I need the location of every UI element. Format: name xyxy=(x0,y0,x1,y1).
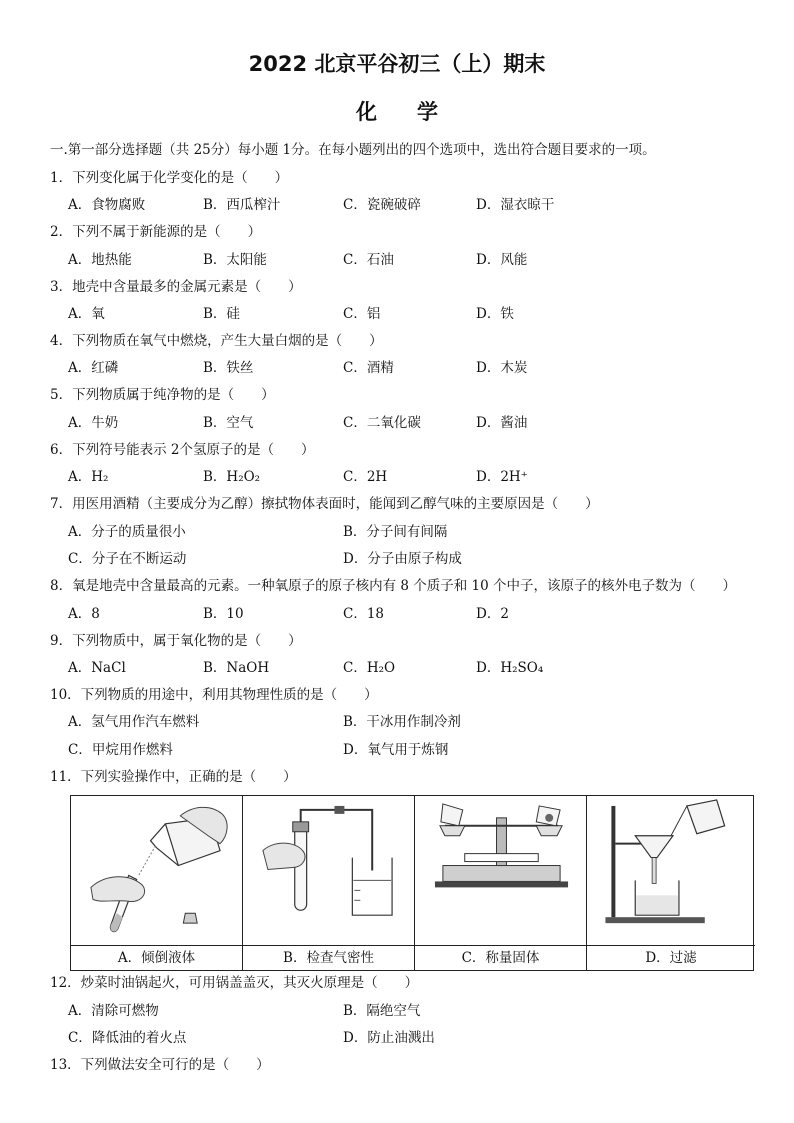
option-a: A．NaCl xyxy=(68,660,126,676)
option-a: A．氧 xyxy=(68,306,105,322)
option-a: A．红磷 xyxy=(68,360,119,376)
option-a: A．H₂ xyxy=(68,469,109,485)
option-d: D．湿衣晾干 xyxy=(476,197,555,213)
option-b: B．干冰用作制冷剂 xyxy=(343,714,461,730)
figure-caption: C．称量固体 xyxy=(415,945,586,970)
option-a: A．地热能 xyxy=(68,252,132,268)
question-stem: 1．下列变化属于化学变化的是（ ） xyxy=(50,170,289,186)
question-stem: 8．氧是地壳中含量最高的元素。一种氧原子的原子核内有 8 个质子和 10 个中子，该原子的核外电子数为（ ） xyxy=(50,578,737,594)
option-c: C．二氧化碳 xyxy=(343,415,421,431)
option-b: B．空气 xyxy=(203,415,254,431)
question-stem: 2．下列不属于新能源的是（ ） xyxy=(50,224,262,240)
option-c: C．甲烷用作燃料 xyxy=(68,742,173,758)
option-c: C．分子在不断运动 xyxy=(68,551,187,567)
option-d: D．风能 xyxy=(476,252,528,268)
option-d: D．防止油溅出 xyxy=(343,1030,435,1046)
option-a: A．食物腐败 xyxy=(68,197,146,213)
question-stem: 5．下列物质属于纯净物的是（ ） xyxy=(50,387,275,403)
question-stem: 3．地壳中含量最多的金属元素是（ ） xyxy=(50,279,302,295)
option-b: B．10 xyxy=(203,606,244,622)
option-c: C．铝 xyxy=(343,306,381,322)
option-a: A．清除可燃物 xyxy=(68,1003,159,1019)
option-a: A．分子的质量很小 xyxy=(68,524,186,540)
option-c: C．瓷碗破碎 xyxy=(343,197,421,213)
filtration-illustration xyxy=(587,796,755,945)
option-d: D．木炭 xyxy=(476,360,528,376)
question-stem: 9．下列物质中，属于氧化物的是（ ） xyxy=(50,633,302,649)
option-b: B．NaOH xyxy=(203,660,270,676)
question-stem: 6．下列符号能表示 2个氢原子的是（ ） xyxy=(50,442,315,458)
airtightness-check-illustration xyxy=(243,796,414,945)
option-b: B．分子间有间隔 xyxy=(343,524,448,540)
question-stem: 4．下列物质在氧气中燃烧，产生大量白烟的是（ ） xyxy=(50,333,383,349)
question-stem: 10．下列物质的用途中，利用其物理性质的是（ ） xyxy=(50,687,378,703)
pouring-liquid-illustration xyxy=(71,796,242,945)
option-d: D．2 xyxy=(476,606,509,622)
page-title: 2022 北京平谷初三（上）期末 xyxy=(248,52,546,76)
subject-title: 化学 xyxy=(356,100,478,124)
figure-caption: A．倾倒液体 xyxy=(71,945,242,970)
option-c: C．18 xyxy=(343,606,385,622)
question-stem: 12．炒菜时油锅起火，可用锅盖盖灭，其灭火原理是（ ） xyxy=(50,975,419,991)
figure-cell-d xyxy=(587,796,755,970)
option-d: D．酱油 xyxy=(476,415,528,431)
option-a: A．牛奶 xyxy=(68,415,119,431)
figure-caption: D．过滤 xyxy=(587,945,755,970)
option-b: B．铁丝 xyxy=(203,360,254,376)
option-d: D．2H⁺ xyxy=(476,469,528,485)
option-b: B．H₂O₂ xyxy=(203,469,261,485)
option-c: C．石油 xyxy=(343,252,394,268)
option-d: D．H₂SO₄ xyxy=(476,660,544,676)
section-intro: 一.第一部分选择题（共 25分）每小题 1分。在每小题列出的四个选项中，选出符合题目要求的一项。 xyxy=(50,142,656,158)
option-a: A．8 xyxy=(68,606,100,622)
figure-cell-c xyxy=(415,796,587,970)
figure-caption: B．检查气密性 xyxy=(243,945,414,970)
question-stem: 13．下列做法安全可行的是（ ） xyxy=(50,1057,270,1073)
experiment-figure-table xyxy=(70,795,754,971)
option-a: A．氢气用作汽车燃料 xyxy=(68,714,200,730)
option-b: B．太阳能 xyxy=(203,252,267,268)
option-b: B．硅 xyxy=(203,306,240,322)
option-d: D．铁 xyxy=(476,306,514,322)
figure-cell-b xyxy=(243,796,415,970)
question-stem: 11．下列实验操作中，正确的是（ ） xyxy=(50,769,297,785)
option-b: B．西瓜榨汁 xyxy=(203,197,281,213)
option-b: B．隔绝空气 xyxy=(343,1003,421,1019)
option-d: D．氧气用于炼钢 xyxy=(343,742,449,758)
balance-illustration xyxy=(415,796,586,945)
question-stem: 7．用医用酒精（主要成分为乙醇）擦拭物体表面时，能闻到乙醇气味的主要原因是（ ） xyxy=(50,496,599,512)
option-c: C．H₂O xyxy=(343,660,396,676)
option-c: C．降低油的着火点 xyxy=(68,1030,187,1046)
option-c: C．2H xyxy=(343,469,388,485)
option-d: D．分子由原子构成 xyxy=(343,551,462,567)
figure-cell-a xyxy=(71,796,243,970)
option-c: C．酒精 xyxy=(343,360,394,376)
